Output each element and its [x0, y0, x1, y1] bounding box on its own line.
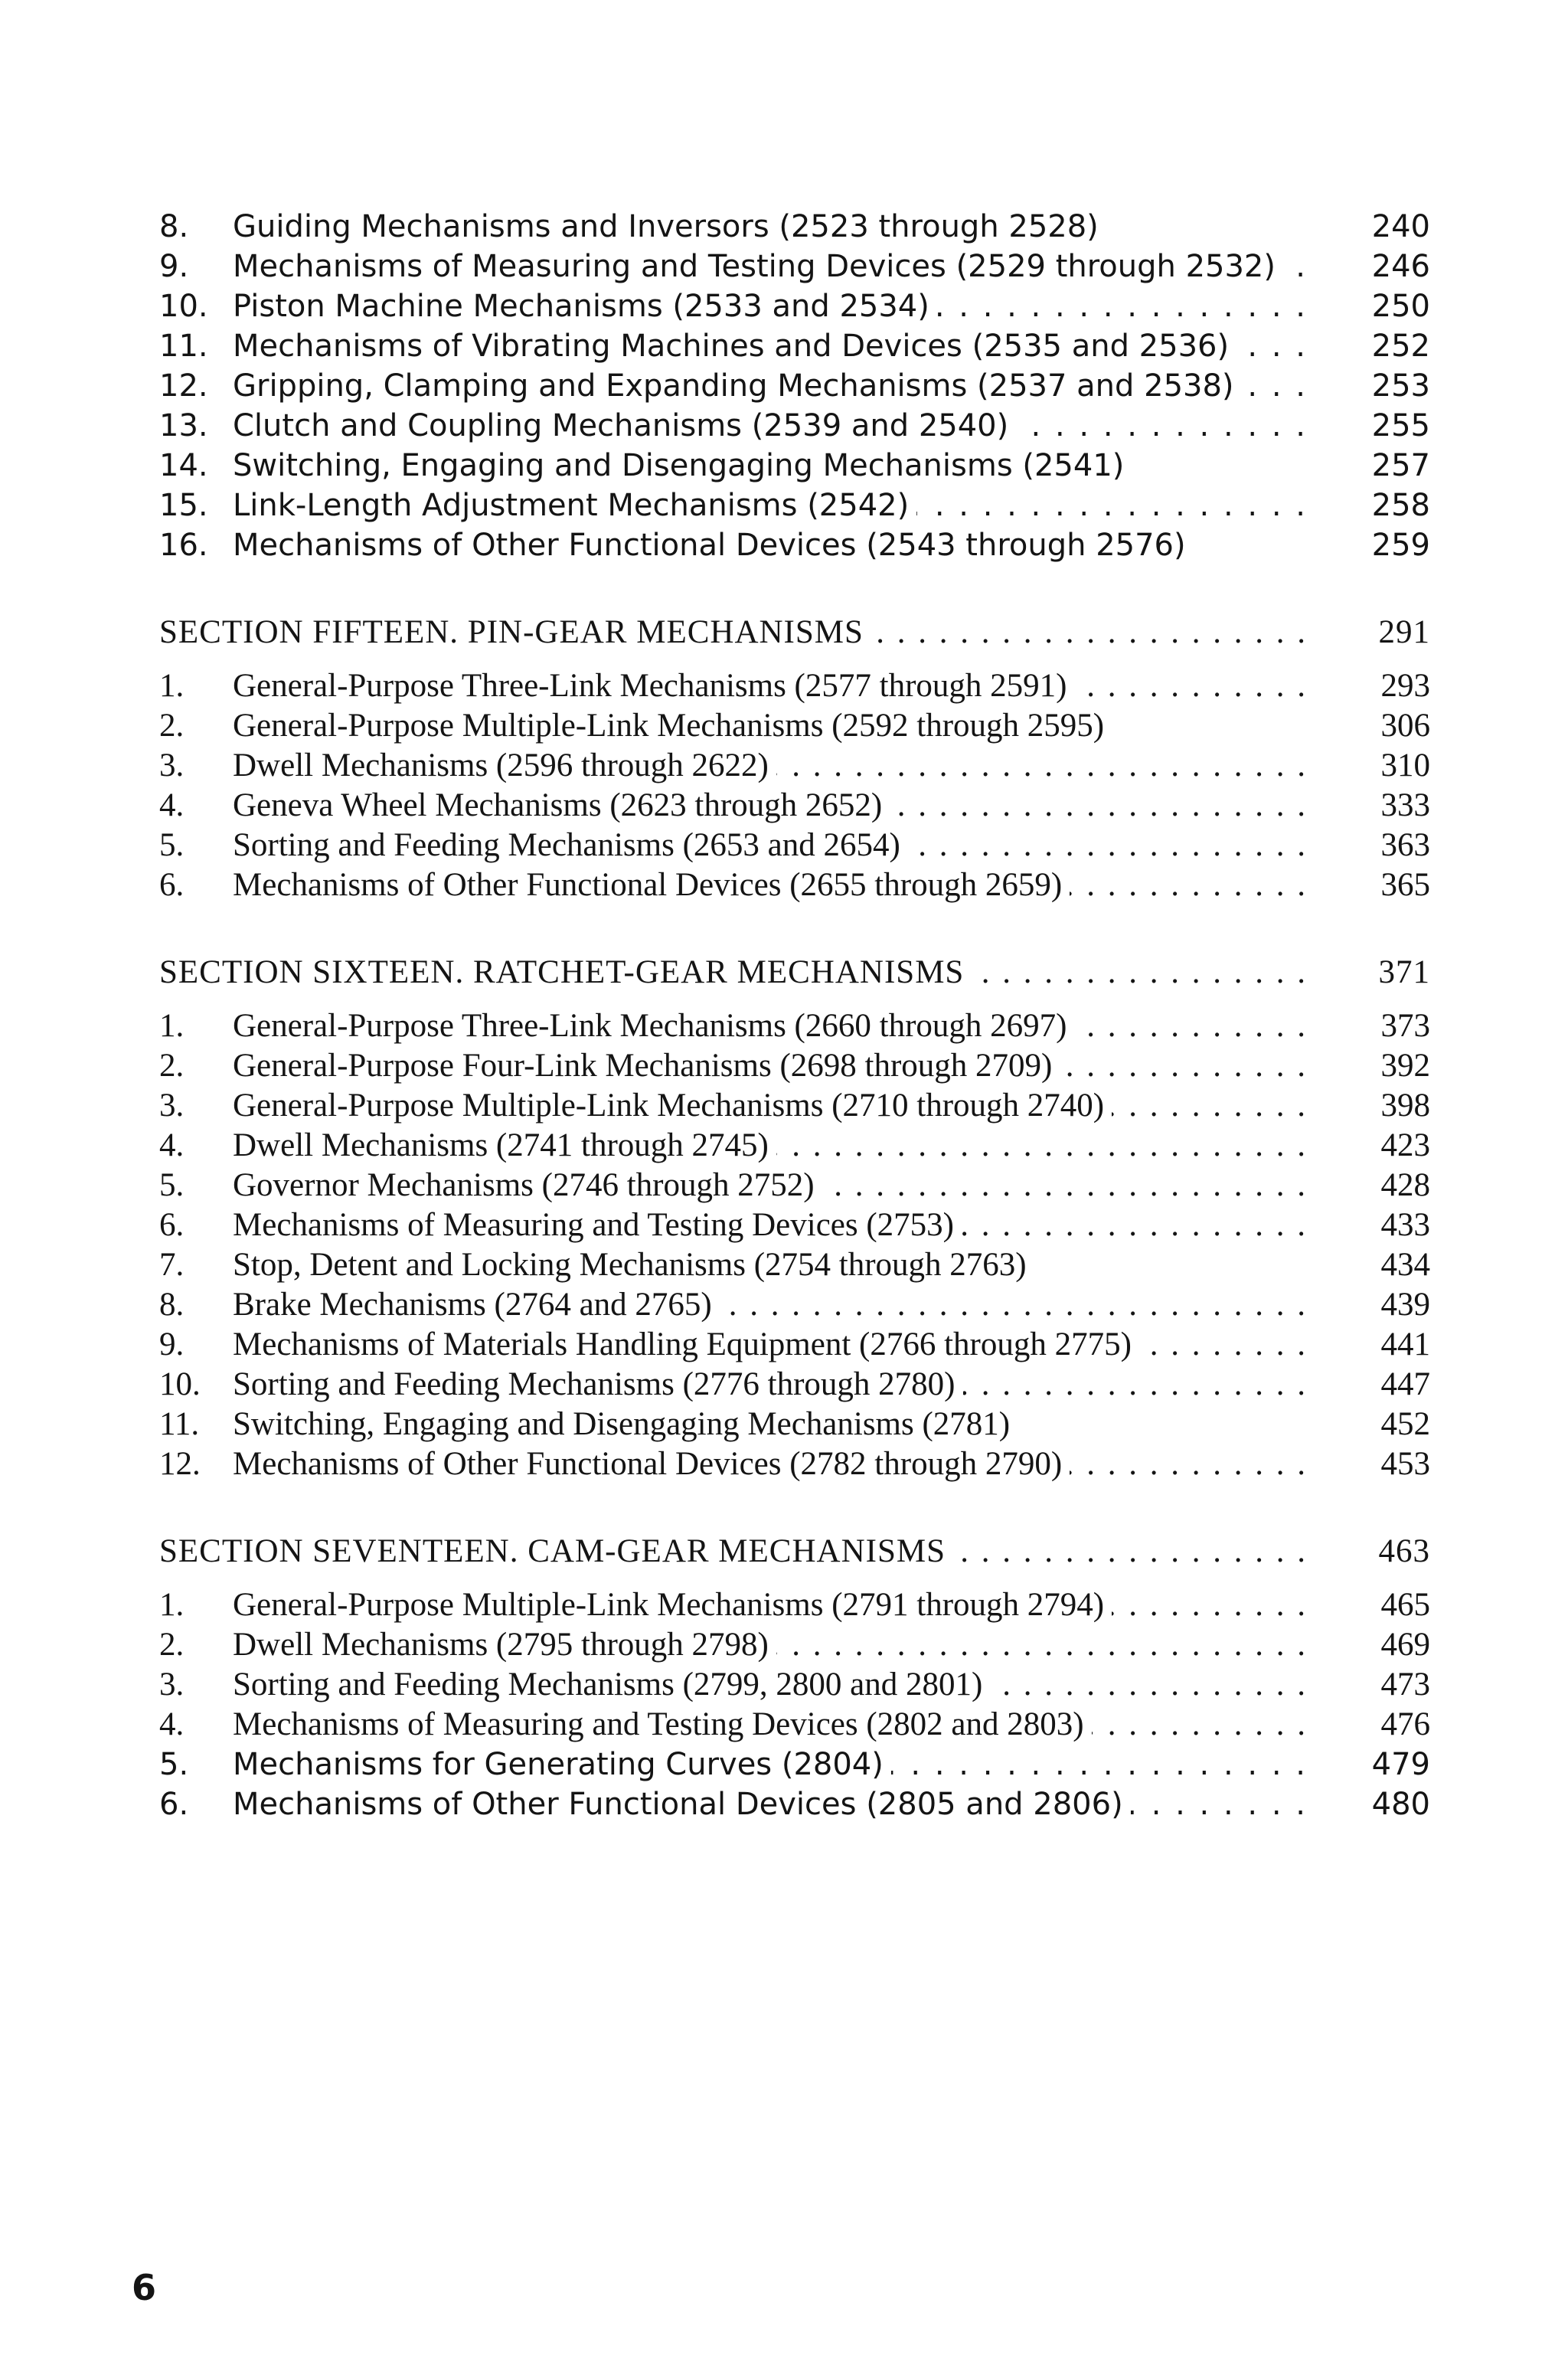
entry-title: Link-Length Adjustment Mechanisms (2542) [233, 488, 916, 523]
entry-title: Guiding Mechanisms and Inversors (2523 through 2528) [233, 209, 1106, 244]
entry-title-wrap [233, 1625, 1308, 1665]
entry-title-wrap [233, 525, 1308, 565]
entry-page: 333 [1380, 787, 1430, 823]
entry-number: 4. [159, 1706, 185, 1742]
entry-page: 453 [1380, 1446, 1430, 1482]
entry-title-wrap [233, 286, 1308, 326]
section-fifteen [159, 613, 1430, 905]
toc-entry [159, 1365, 1430, 1405]
entry-page: 259 [1371, 528, 1430, 563]
entry-page: 398 [1380, 1088, 1430, 1124]
entry-page: 392 [1380, 1048, 1430, 1084]
entry-number: 6. [159, 1787, 189, 1822]
entry-title-wrap [233, 1365, 1308, 1405]
entry-title: Mechanisms of Other Functional Devices (2655 through 2659) [233, 867, 1070, 903]
entry-title-wrap [233, 706, 1308, 746]
entry-title-wrap [233, 1444, 1308, 1484]
entry-title-wrap [233, 1325, 1308, 1365]
toc-entry [159, 865, 1430, 905]
entry-page: 293 [1380, 668, 1430, 704]
toc-entry [159, 525, 1430, 565]
entry-title: Sorting and Feeding Mechanisms (2799, 2800 and 2801) [233, 1667, 990, 1703]
entry-title-wrap [233, 1665, 1308, 1705]
entry-title-wrap [233, 1126, 1308, 1166]
entry-page: 246 [1371, 249, 1430, 284]
entry-title-wrap [233, 1745, 1308, 1784]
section-fourteen-entries [159, 207, 1430, 565]
toc-entry [159, 446, 1430, 486]
entry-title: Mechanisms of Measuring and Testing Devices (2802 and 2803) [233, 1706, 1092, 1742]
entry-page: 439 [1380, 1287, 1430, 1323]
entry-title: Stop, Detent and Locking Mechanisms (2754 through 2763) [233, 1247, 1034, 1283]
toc-entry [159, 786, 1430, 826]
entry-page: 252 [1371, 329, 1430, 364]
entry-title-wrap [233, 486, 1308, 525]
entry-title: Piston Machine Mechanisms (2533 and 2534) [233, 289, 937, 324]
entry-page: 476 [1380, 1706, 1430, 1742]
entry-number: 8. [159, 1287, 185, 1323]
entry-page: 428 [1380, 1167, 1430, 1203]
section-page: 291 [1378, 614, 1430, 650]
section-sixteen [159, 953, 1430, 1484]
entry-title-wrap [233, 826, 1308, 865]
toc-entry [159, 1405, 1430, 1444]
entry-page: 258 [1371, 488, 1430, 523]
entry-title-wrap [233, 207, 1308, 247]
entry-title: General-Purpose Three-Link Mechanisms (2660 through 2697) [233, 1008, 1074, 1044]
entry-title: General-Purpose Three-Link Mechanisms (2577 through 2591) [233, 668, 1074, 704]
entry-number: 12. [159, 1446, 201, 1482]
entry-title: General-Purpose Four-Link Mechanisms (2698 through 2709) [233, 1048, 1060, 1084]
toc-entry [159, 286, 1430, 326]
toc-entry [159, 1126, 1430, 1166]
table-of-contents [159, 207, 1430, 1824]
entry-number: 1. [159, 1008, 185, 1044]
toc-entry [159, 1006, 1430, 1046]
entry-page: 365 [1380, 867, 1430, 903]
entry-title-wrap [233, 1086, 1308, 1126]
toc-entry [159, 1285, 1430, 1325]
entry-number: 7. [159, 1247, 185, 1283]
entry-number: 2. [159, 708, 185, 744]
toc-entry [159, 1046, 1430, 1086]
toc-entry [159, 1086, 1430, 1126]
entry-title: Mechanisms of Materials Handling Equipment (2766 through 2775) [233, 1326, 1139, 1362]
entry-number: 1. [159, 1587, 185, 1623]
entry-number: 5. [159, 1167, 185, 1203]
entry-page: 363 [1380, 827, 1430, 863]
entry-page: 373 [1380, 1008, 1430, 1044]
entry-title: Switching, Engaging and Disengaging Mechanisms (2781) [233, 1406, 1018, 1442]
section-title-wrap [159, 1532, 1308, 1572]
entry-page: 433 [1380, 1207, 1430, 1243]
entry-page: 480 [1371, 1787, 1430, 1822]
entry-number: 9. [159, 249, 189, 284]
entry-title-wrap [233, 865, 1308, 905]
entry-title: Sorting and Feeding Mechanisms (2776 through 2780) [233, 1366, 963, 1402]
toc-entry [159, 1745, 1430, 1784]
entry-number: 11. [159, 329, 208, 364]
section-heading [159, 953, 1430, 993]
toc-entry [159, 826, 1430, 865]
entry-page: 306 [1380, 708, 1430, 744]
section-title-wrap [159, 613, 1308, 653]
entry-title-wrap [233, 746, 1308, 786]
entry-title: Mechanisms of Other Functional Devices (2782 through 2790) [233, 1446, 1070, 1482]
entry-number: 10. [159, 1366, 201, 1402]
entry-number: 5. [159, 827, 185, 863]
entry-title: Mechanisms of Other Functional Devices (2543 through 2576) [233, 528, 1194, 563]
entry-title-wrap [233, 1585, 1308, 1625]
entry-page: 255 [1371, 408, 1430, 443]
entry-title: Dwell Mechanisms (2741 through 2745) [233, 1127, 776, 1163]
entry-page: 253 [1371, 368, 1430, 404]
entry-title: Dwell Mechanisms (2596 through 2622) [233, 747, 776, 783]
section-title: SECTION SIXTEEN. RATCHET-GEAR MECHANISMS [159, 954, 972, 990]
toc-entry [159, 1784, 1430, 1824]
entry-title-wrap [233, 1166, 1308, 1205]
toc-entry [159, 1325, 1430, 1365]
toc-entry [159, 366, 1430, 406]
entry-page: 434 [1380, 1247, 1430, 1283]
entry-number: 3. [159, 1088, 185, 1124]
entry-title: Mechanisms for Generating Curves (2804) [233, 1747, 891, 1782]
section-heading [159, 1532, 1430, 1572]
entry-title-wrap [233, 1405, 1308, 1444]
entry-page: 469 [1380, 1627, 1430, 1663]
entry-number: 2. [159, 1048, 185, 1084]
entry-number: 6. [159, 867, 185, 903]
toc-entry [159, 207, 1430, 247]
entry-title-wrap [233, 1205, 1308, 1245]
section-title: SECTION SEVENTEEN. CAM-GEAR MECHANISMS [159, 1533, 953, 1569]
toc-entry [159, 1625, 1430, 1665]
entry-number: 1. [159, 668, 185, 704]
section-title: SECTION FIFTEEN. PIN-GEAR MECHANISMS [159, 614, 871, 650]
entry-number: 14. [159, 448, 208, 483]
entry-title: Clutch and Coupling Mechanisms (2539 and 2540) [233, 408, 1016, 443]
toc-entry [159, 1444, 1430, 1484]
entry-title-wrap [233, 1006, 1308, 1046]
toc-entry [159, 706, 1430, 746]
entry-page: 479 [1371, 1747, 1430, 1782]
toc-entry [159, 406, 1430, 446]
entry-title: Switching, Engaging and Disengaging Mechanisms (2541) [233, 448, 1132, 483]
section-title-wrap [159, 953, 1308, 993]
page-folio: 6 [132, 2267, 157, 2308]
entry-title: General-Purpose Multiple-Link Mechanisms (2592 through 2595) [233, 708, 1112, 744]
entry-number: 3. [159, 1667, 185, 1703]
entry-title: Gripping, Clamping and Expanding Mechanisms (2537 and 2538) [233, 368, 1242, 404]
entry-page: 447 [1380, 1366, 1430, 1402]
entry-number: 3. [159, 747, 185, 783]
entry-number: 9. [159, 1326, 185, 1362]
section-page: 463 [1378, 1533, 1430, 1569]
entry-number: 5. [159, 1747, 189, 1782]
entry-title: Brake Mechanisms (2764 and 2765) [233, 1287, 720, 1323]
toc-entry [159, 1665, 1430, 1705]
entry-title: Mechanisms of Measuring and Testing Devices (2529 through 2532) [233, 249, 1283, 284]
entry-number: 4. [159, 787, 185, 823]
entry-page: 240 [1371, 209, 1430, 244]
toc-entry [159, 326, 1430, 366]
entry-page: 465 [1380, 1587, 1430, 1623]
entry-title-wrap [233, 366, 1308, 406]
toc-entry [159, 1245, 1430, 1285]
entry-title: Mechanisms of Other Functional Devices (2805 and 2806) [233, 1787, 1131, 1822]
entry-title-wrap [233, 1046, 1308, 1086]
entry-title-wrap [233, 446, 1308, 486]
entry-title: Dwell Mechanisms (2795 through 2798) [233, 1627, 776, 1663]
entry-title-wrap [233, 406, 1308, 446]
entry-page: 452 [1380, 1406, 1430, 1442]
entry-number: 10. [159, 289, 208, 324]
toc-entry [159, 1205, 1430, 1245]
entry-title: Governor Mechanisms (2746 through 2752) [233, 1167, 822, 1203]
entry-title-wrap [233, 247, 1308, 286]
toc-entry [159, 666, 1430, 706]
section-seventeen [159, 1532, 1430, 1824]
entry-page: 441 [1380, 1326, 1430, 1362]
toc-entry [159, 1705, 1430, 1745]
entry-number: 8. [159, 209, 189, 244]
toc-entry [159, 1166, 1430, 1205]
entry-page: 473 [1380, 1667, 1430, 1703]
entry-number: 4. [159, 1127, 185, 1163]
entry-number: 6. [159, 1207, 185, 1243]
entry-page: 257 [1371, 448, 1430, 483]
entry-title: Sorting and Feeding Mechanisms (2653 and 2654) [233, 827, 908, 863]
toc-entry [159, 1585, 1430, 1625]
entry-title: Mechanisms of Vibrating Machines and Devices (2535 and 2536) [233, 329, 1236, 364]
entry-number: 12. [159, 368, 208, 404]
entry-title-wrap [233, 1245, 1308, 1285]
entry-title-wrap [233, 666, 1308, 706]
entry-number: 13. [159, 408, 208, 443]
toc-entry [159, 247, 1430, 286]
entry-page: 423 [1380, 1127, 1430, 1163]
section-page: 371 [1378, 954, 1430, 990]
entry-title-wrap [233, 326, 1308, 366]
entry-title-wrap [233, 786, 1308, 826]
entry-title: General-Purpose Multiple-Link Mechanisms (2791 through 2794) [233, 1587, 1112, 1623]
entry-title-wrap [233, 1784, 1308, 1824]
entry-page: 310 [1380, 747, 1430, 783]
toc-entry [159, 486, 1430, 525]
entry-number: 16. [159, 528, 208, 563]
entry-number: 11. [159, 1406, 200, 1442]
entry-title: General-Purpose Multiple-Link Mechanisms (2710 through 2740) [233, 1088, 1112, 1124]
entry-title-wrap [233, 1705, 1308, 1745]
entry-page: 250 [1371, 289, 1430, 324]
entry-title: Mechanisms of Measuring and Testing Devices (2753) [233, 1207, 962, 1243]
entry-title-wrap [233, 1285, 1308, 1325]
section-heading [159, 613, 1430, 653]
entry-number: 15. [159, 488, 208, 523]
entry-title: Geneva Wheel Mechanisms (2623 through 2652) [233, 787, 890, 823]
toc-entry [159, 746, 1430, 786]
entry-number: 2. [159, 1627, 185, 1663]
